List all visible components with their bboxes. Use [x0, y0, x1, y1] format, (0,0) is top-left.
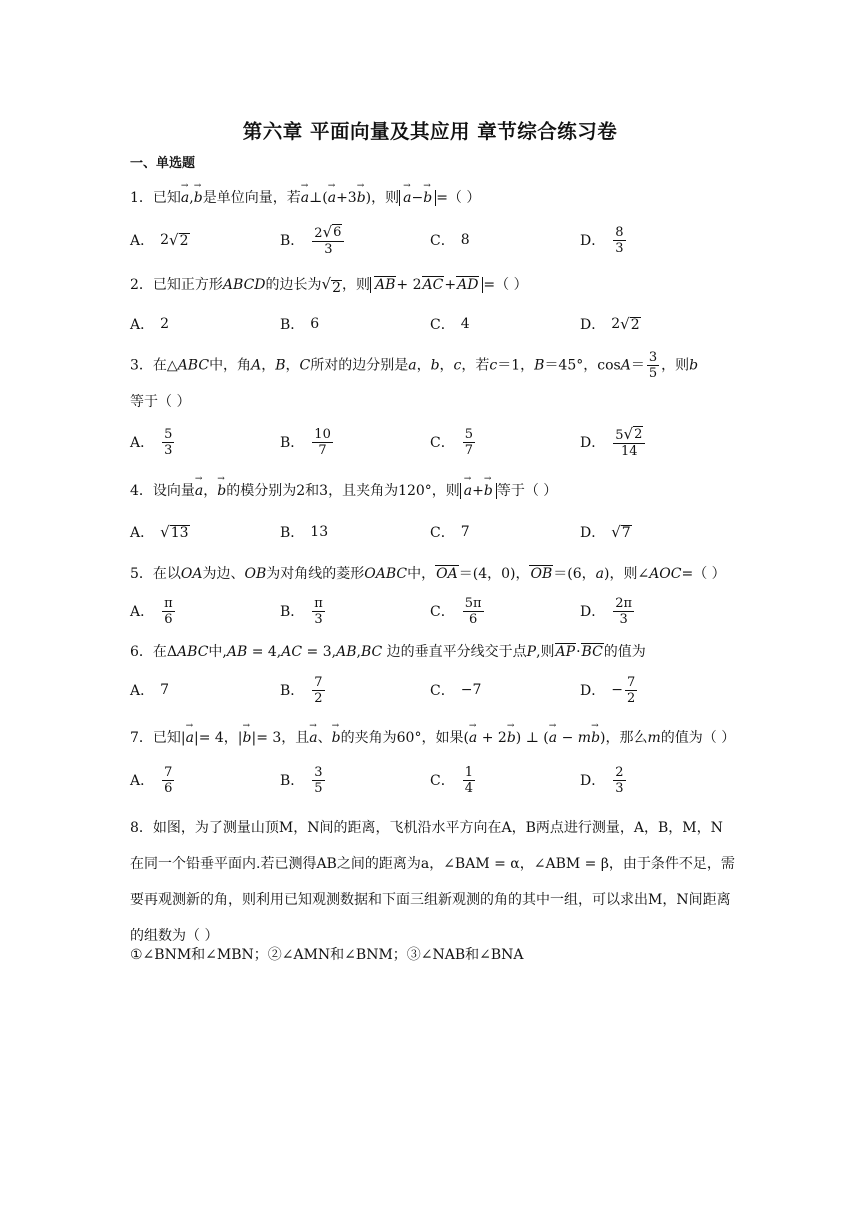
- option-d: D． 2 √ 2: [580, 315, 640, 333]
- option-c: C． 8: [430, 232, 470, 249]
- option-a: A． $\frac{\pi}{6}$: [130, 595, 173, 627]
- option-a: A． $\frac{5}{3}$: [130, 426, 173, 458]
- question-3: 3．在△ABC中，角A，B，C所对的边分别是a，b，c，若c＝1，B＝45°，cosA＝ $\frac{3}{5}$ ，则b: [130, 350, 699, 381]
- question-1: 1．已知→ a,→ b是单位向量，若→ a⊥(→ a+3→ b)，则→ a−→ b =（ ）: [130, 183, 735, 210]
- option-a: A． 7: [130, 682, 170, 699]
- question-5: 5．在以OA为边、OB为对角线的菱形OABC中，OA＝(4，0)，OB＝(6，a)，则∠AOC=（ ）: [130, 566, 726, 582]
- question-6: 6．在ΔABC中,AB = 4,AC = 3,AB,BC 边的垂直平分线交于点P,则AP·BC的值为: [130, 644, 646, 660]
- question-1-options: [130, 220, 740, 260]
- option-b: B． $\frac{\pi}{3}$: [280, 595, 323, 627]
- option-b: B． 2 √ 6 3: [280, 220, 346, 260]
- option-c: C． $\frac{5}{7}$: [430, 426, 473, 458]
- option-b: B． 13: [280, 524, 329, 541]
- question-7-options: [130, 760, 740, 800]
- question-8-choices: ①∠BNM和∠MBN；②∠AMN和∠BNM；③∠NAB和∠BNA: [130, 947, 524, 963]
- option-c: C． −7: [430, 682, 482, 699]
- option-b: B． 6: [280, 316, 320, 333]
- option-c: C． 4: [430, 316, 470, 333]
- question-7: 7．已知|→ a|= 4，|→ b|= 3，且→ a、→ b的夹角为60°，如果(→ a + 2→ b) ⊥ (→ a − m→ b)，那么m的值为（ ）: [130, 723, 735, 750]
- option-c: C． 7: [430, 524, 470, 541]
- option-d: D． $\frac{8}{3}$: [580, 224, 624, 256]
- option-d: D． $\frac{2\pi}{3}$: [580, 595, 633, 627]
- option-a: A． √ 13: [130, 523, 189, 541]
- question-5-options: [130, 591, 740, 631]
- question-4-options: [130, 512, 740, 552]
- question-3-options: [130, 422, 740, 462]
- question-8: 8．如图，为了测量山顶M，N间的距离，飞机沿水平方向在A，B两点进行测量，A，B，M，N在同一个铅垂平面内.若已测得AB之间的距离为a，∠BAM = α，∠ABM = β，由于条件不足，需要再观测新的角，则利用已知观测数据和下面三组新观测的角的其中一组，可以求出M，N间距离的组数为（ ）: [130, 820, 735, 944]
- question-3-line-2: 等于（ ）: [130, 394, 191, 410]
- option-d: D． 5 √ 2 14: [580, 422, 647, 462]
- option-b: B． $\frac{3}{5}$: [280, 764, 323, 796]
- section-heading: 一、单选题: [130, 156, 196, 171]
- option-a: A． 2 √ 2: [130, 231, 189, 249]
- question-4: 4．设向量→ a，→ b的模分别为2和3，且夹角为120°，则→ a+→ b 等于（ ）: [130, 476, 735, 503]
- page-title: 第六章 平面向量及其应用 章节综合练习卷: [242, 120, 618, 143]
- option-d: D． − $\frac{7}{2}$: [580, 674, 636, 706]
- option-c: C． $\frac{1}{4}$: [430, 764, 473, 796]
- option-c: C． $\frac{5\pi}{6}$: [430, 595, 482, 627]
- option-b: B． $\frac{10}{7}$: [280, 426, 331, 458]
- question-2: 2．已知正方形ABCD的边长为 √ 2 ，则 AB+ 2AC+AD =（ ）: [130, 275, 528, 296]
- question-2-options: [130, 304, 740, 344]
- option-d: D． $\frac{2}{3}$: [580, 764, 624, 796]
- option-a: A． 2: [130, 316, 170, 333]
- question-6-options: [130, 670, 740, 710]
- option-a: A． $\frac{7}{6}$: [130, 764, 173, 796]
- option-d: D． √ 7: [580, 523, 631, 541]
- option-b: B． $\frac{7}{2}$: [280, 674, 323, 706]
